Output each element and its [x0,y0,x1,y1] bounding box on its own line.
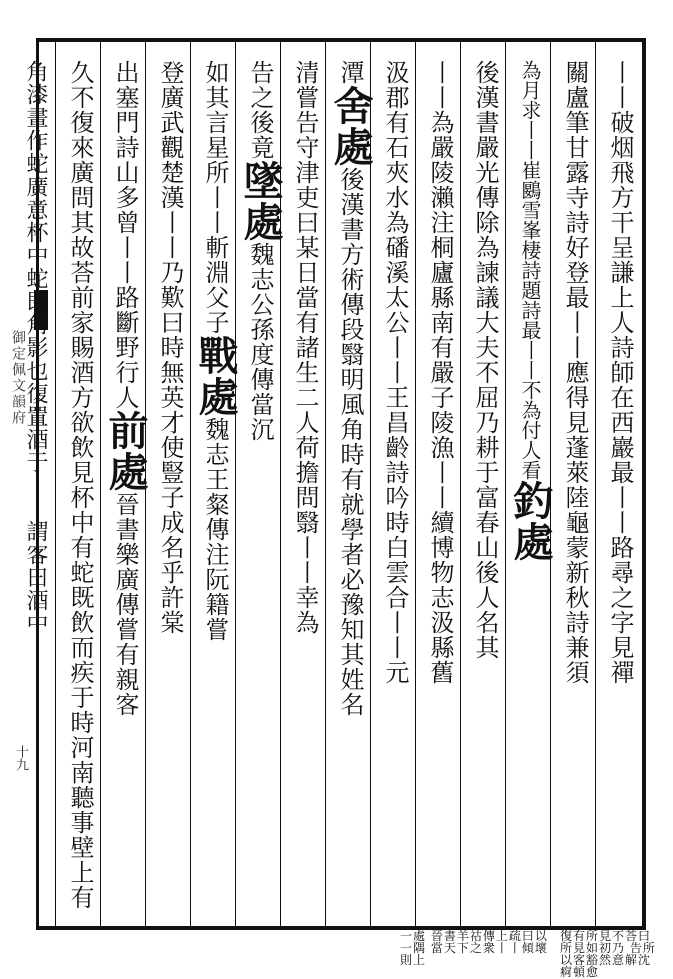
text-column-10 [192,60,239,920]
column-text: 當天下之衆丨丨傾壞則上 [400,941,548,967]
margin-book-title: 御定佩文韻府 [10,330,26,426]
top-border [36,38,646,42]
text-column-12 [102,60,149,920]
text-column-11 [150,60,190,920]
column-text: 如其言 [201,60,229,135]
column-text: 汲郡有石夾水為磻溪太公丨丨王昌齡詩吟時白雲合丨丨元 [381,60,409,685]
column-divider [415,42,416,926]
headword: 墜處 [237,160,284,242]
column-text: 後漢書方術傳段翳明風角時有就學者必豫知其姓名 [336,167,364,717]
text-column-8 [285,60,325,920]
text-column-13 [60,60,100,920]
column-text: 丨丨為嚴陵瀨注桐廬縣南有嚴子陵漁丨丨續博物志汲縣舊 [426,60,454,685]
text-column-3 [507,60,554,920]
headword: 戰處 [192,335,239,417]
column-text: 前家賜酒方欲飲見杯中有蛇既飲而疾于時河南聽事壁上有 [66,285,94,910]
text-column-15 [560,929,660,979]
column-text: 晉書羊祜傳上疏曰以一隅 [400,929,548,955]
bottom-border [36,926,646,930]
column-text: 登廣武觀楚漢丨丨乃 [156,60,184,285]
column-text: 出塞門詩山多曾丨丨路斷野行人 [111,60,139,410]
column-text: 歎曰時無英才使豎子成名乎許棠 [156,285,184,635]
column-text: 告所以客豁然意解沈痾頓愈 [560,941,656,979]
column-text: 清 [291,60,319,85]
column-divider [235,42,236,926]
text-column-2 [555,60,595,920]
column-divider [55,42,56,926]
column-divider [505,42,506,926]
text-column-5 [420,60,460,920]
column-divider [325,42,326,926]
text-column-6 [375,60,415,920]
headword: 一處 [400,929,427,943]
column-divider [190,42,191,926]
headword: 釣處 [507,480,554,562]
text-column-16 [400,930,550,970]
annotation-line: 為月求丨丨崔鶠雪峯棲詩 [518,60,542,280]
text-column-1 [600,60,640,920]
column-divider [370,42,371,926]
column-text: 星所丨丨斬淵父子 [201,135,229,335]
column-text: 角漆畫作蛇廣意杯中蛇即角影也復置酒于丨丨謂客曰酒中 [23,60,48,635]
column-text: 魏志公孫度傳當沉 [246,242,274,442]
column-text: 晉書樂廣傳嘗有親客 [111,492,139,717]
text-column-14 [15,60,55,920]
column-text: 告之後竟 [246,60,274,160]
headword: 前處 [102,410,149,492]
text-column-4 [465,60,505,920]
text-column-7 [327,60,374,920]
column-text: 丨丨破烟飛方干呈謙上人詩師在西巖最丨丨路尋之字見禪 [606,60,634,685]
column-text: 關盧筆甘露寺詩好登最丨丨應得見蓬萊陸龜蒙新秋詩兼須 [561,60,589,685]
annotation-line: 題詩最丨丨不為付人看 [518,280,542,480]
column-divider [595,42,596,926]
column-text: 魏志王粲傳注阮籍嘗 [201,417,229,642]
text-column-9 [237,60,284,920]
column-text: 復有所見不荅曰所見如初乃 [560,929,652,955]
right-border [642,38,646,930]
column-text: 後漢書嚴光傳除為諫議大夫不屈乃耕于富春山後人名其 [471,60,499,660]
column-text: 久不復來廣問其故荅 [66,60,94,285]
column-divider [460,42,461,926]
column-text: 潭 [336,60,364,85]
column-divider [100,42,101,926]
folio-number: 十九 [13,745,28,771]
column-text: 嘗告守津吏曰某日當有諸生二人荷擔問翳丨丨幸為 [291,85,319,635]
headword: 舍處 [327,85,374,167]
